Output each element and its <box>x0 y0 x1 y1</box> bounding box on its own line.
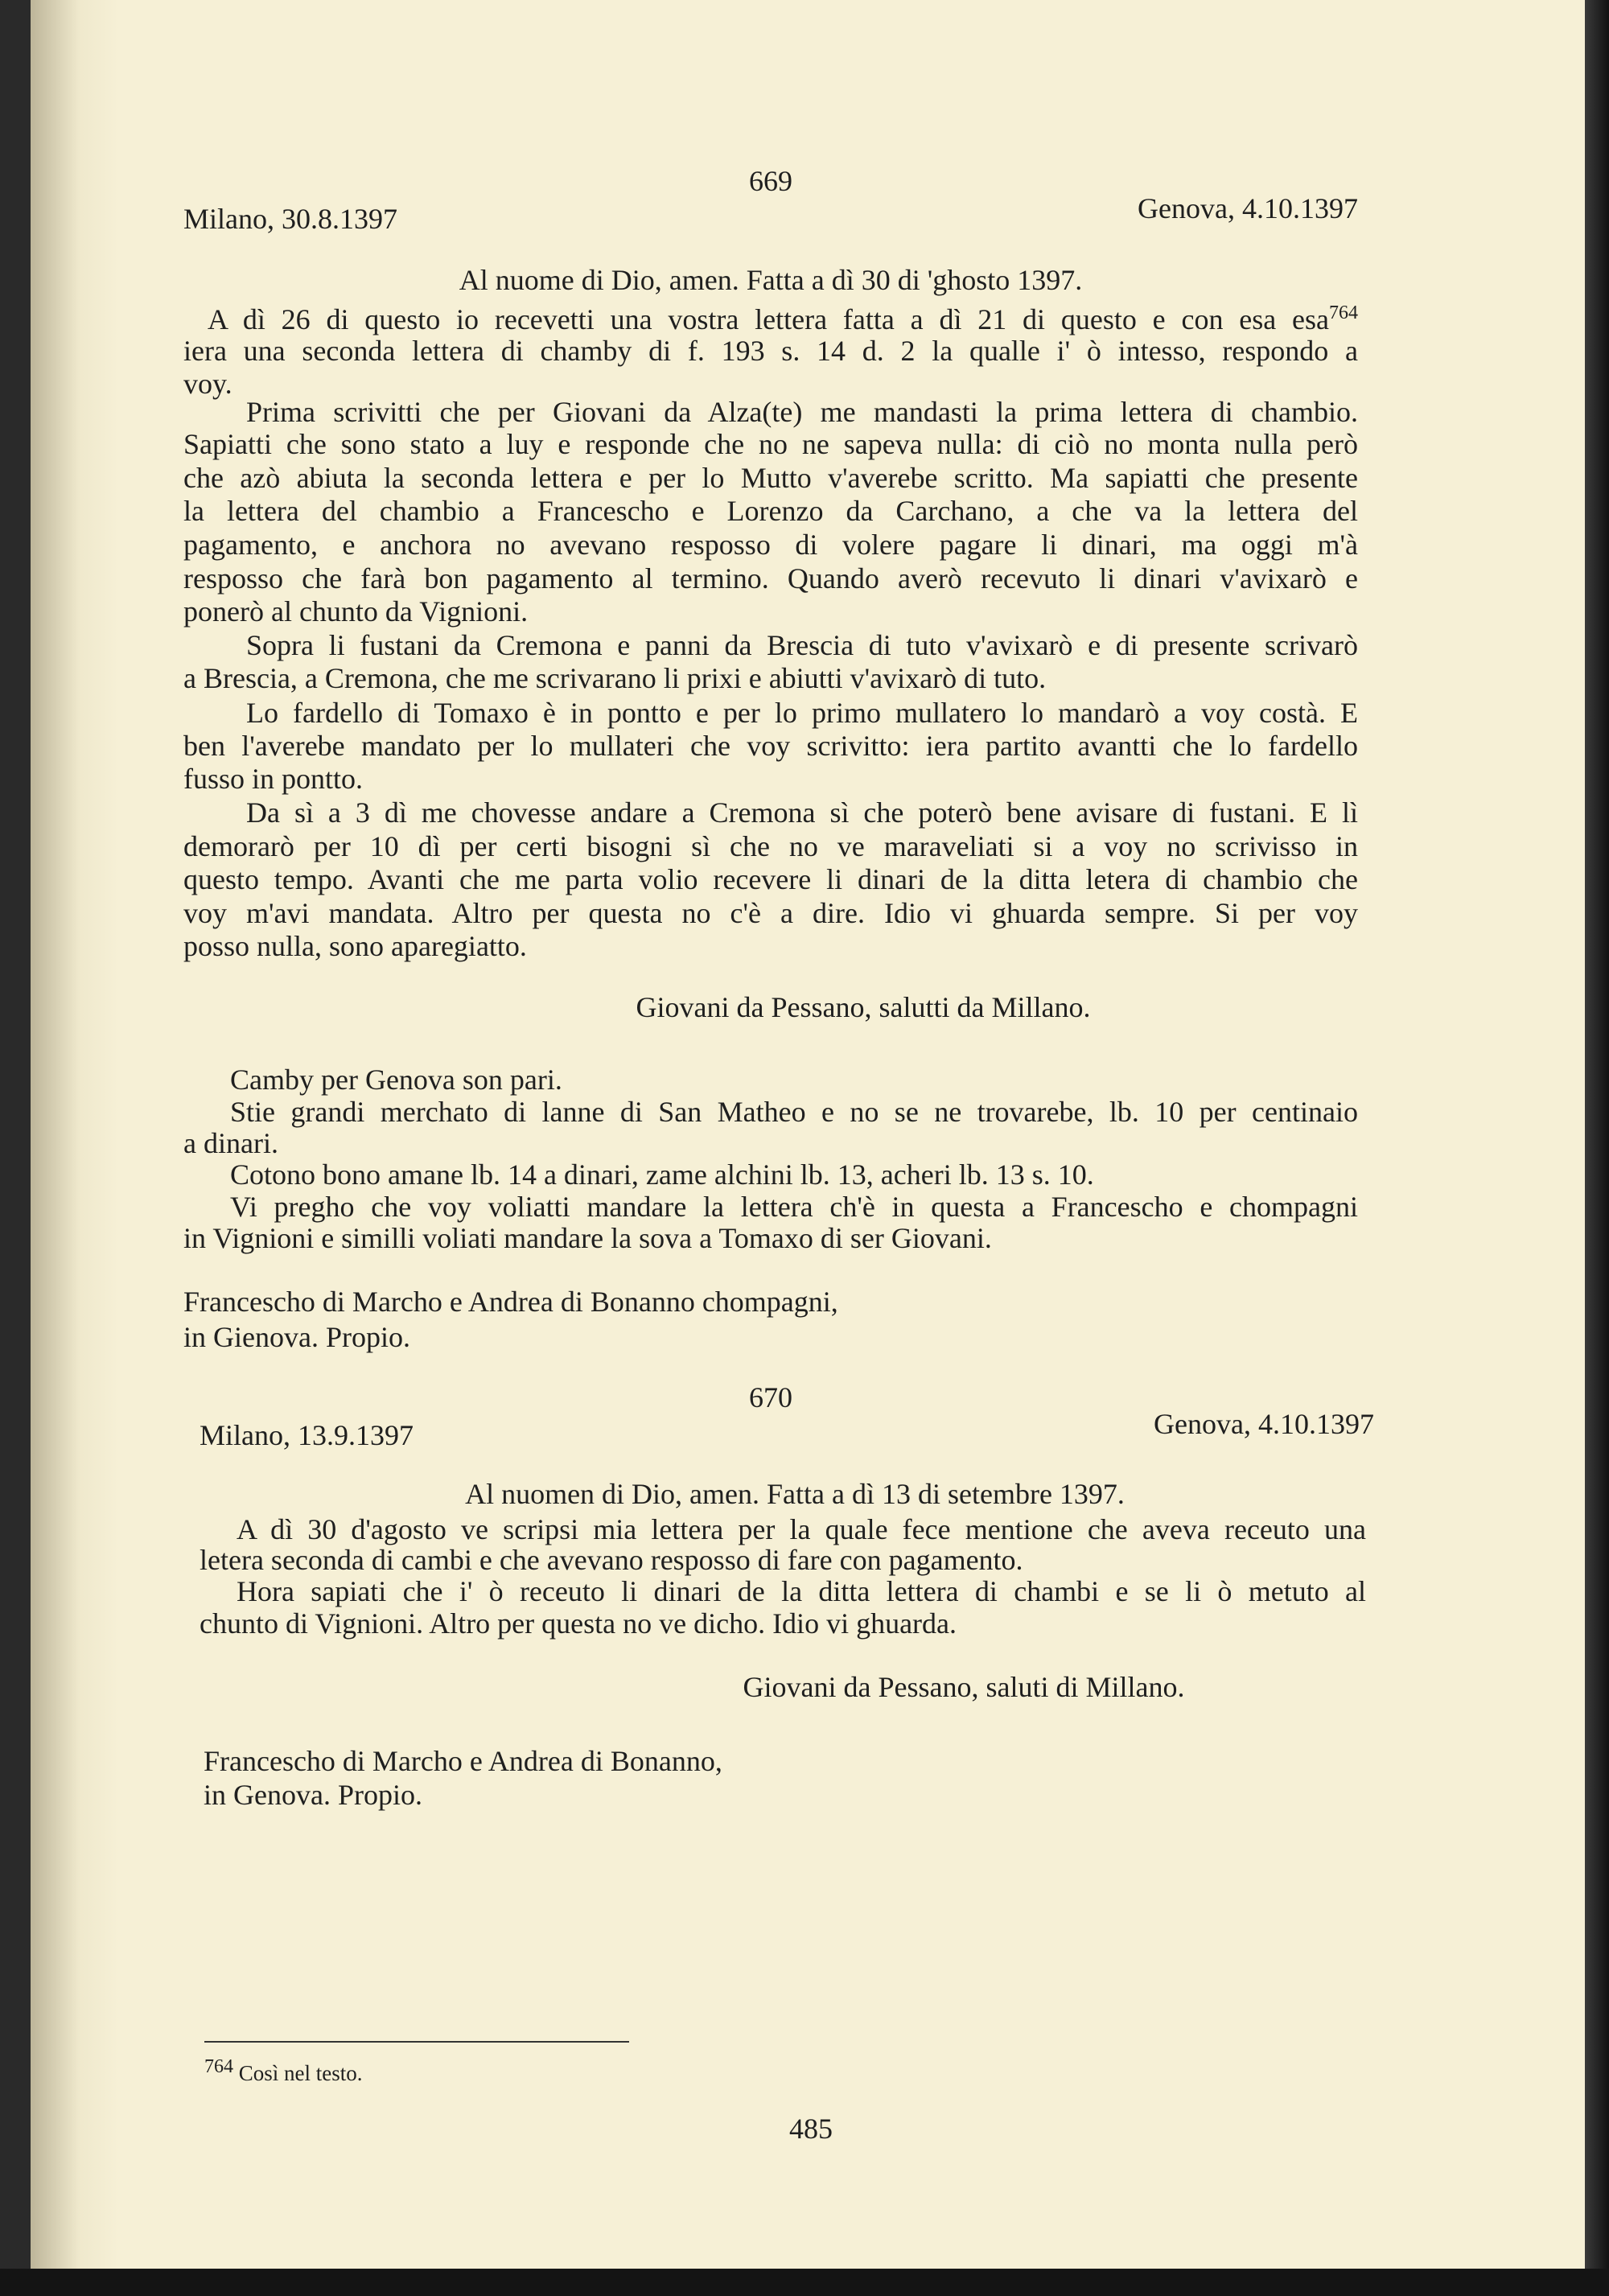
footnote-rule <box>204 2041 629 2043</box>
body-line: Sapiatti che sono stato a luy e responde che no ne sapeva nulla: di ciò no monta nulla però <box>183 428 1358 460</box>
address-line: in Gienova. Propio. <box>183 1321 410 1353</box>
body-line: la lettera del chambio a Francescho e Lorenzo da Carchano, a che va la lettera del <box>183 495 1358 527</box>
letter-from: Milano, 13.9.1397 <box>200 1419 414 1451</box>
body-line: a Brescia, a Cremona, che me scrivarano li prixi e abiutti v'avixarò di tuto. <box>183 662 1047 694</box>
scan-border <box>0 2269 1609 2296</box>
footnote-ref: 764 <box>1329 302 1358 323</box>
body-line: A dì 26 di questo io recevetti una vostra lettera fatta a dì 21 di questo e con esa esa$^{764}$ <box>208 302 1358 335</box>
body-line: questo tempo. Avanti che me parta volio recevere li dinari de la ditta letera di chambio che <box>183 863 1358 895</box>
body-line: voy m'avi mandata. Altro per questa no c'è a dire. Idio vi ghuarda sempre. Si per voy <box>183 897 1358 929</box>
footnote <box>204 2056 363 2086</box>
body-line: resposso che farà bon pagamento al termino. Quando averò recevuto li dinari v'avixarò e <box>183 562 1358 595</box>
address-line: Francescho di Marcho e Andrea di Bonanno, <box>204 1745 722 1777</box>
postscript-line: Stie grandi merchato di lanne di San Matheo e no se ne trovarebe, lb. 10 per centinaio <box>230 1096 1358 1128</box>
address-line: Francescho di Marcho e Andrea di Bonanno chompagni, <box>183 1286 838 1318</box>
body-line: Prima scrivitti che per Giovani da Alza(te) me mandasti la prima lettera di chambio. <box>246 396 1358 428</box>
body-line: chunto di Vignioni. Altro per questa no ve dicho. Idio vi ghuarda. <box>200 1607 957 1640</box>
letter-number: 670 <box>749 1381 792 1413</box>
body-line: iera una seconda lettera di chamby di f. 193 s. 14 d. 2 la qualle i' ò intesso, respondo a <box>183 335 1358 367</box>
letter-signature: Giovani da Pessano, saluti di Millano. <box>743 1671 1185 1703</box>
letter-number: 669 <box>749 165 792 197</box>
body-line: posso nulla, sono aparegiatto. <box>183 930 527 962</box>
book-page <box>31 0 1585 2296</box>
body-line: Lo fardello di Tomaxo è in pontto e per lo primo mullatero lo mandarò a voy costà. E <box>246 697 1358 729</box>
body-line: pagamento, e anchora no avevano resposso di volere pagare li dinari, ma oggi m'à <box>183 529 1358 561</box>
letter-invocation: Al nuome di Dio, amen. Fatta a dì 30 di 'ghosto 1397. <box>459 264 1083 296</box>
letter-invocation: Al nuomen di Dio, amen. Fatta a dì 13 di setembre 1397. <box>465 1478 1125 1510</box>
footnote-text: Così nel testo. <box>238 2061 363 2085</box>
body-line: Da sì a 3 dì me chovesse andare a Cremona sì che poterò bene avisare di fustani. E lì <box>246 796 1358 829</box>
footnote-marker: 764 <box>204 2056 233 2077</box>
postscript-line: in Vignioni e similli voliati mandare la sova a Tomaxo di ser Giovani. <box>183 1222 992 1254</box>
binding-shadow <box>31 0 119 2296</box>
letter-from: Milano, 30.8.1397 <box>183 203 397 235</box>
page-number: 485 <box>789 2113 833 2145</box>
page-edge-shadow <box>1585 0 1609 2296</box>
body-line: Sopra li fustani da Cremona e panni da Brescia di tuto v'avixarò e di presente scrivarò <box>246 629 1358 661</box>
postscript-line: Camby per Genova son pari. <box>230 1064 562 1096</box>
body-line: che azò abiuta la seconda lettera e per lo Mutto v'averebe scritto. Ma sapiatti che presente <box>183 462 1358 494</box>
postscript-line: a dinari. <box>183 1127 278 1159</box>
letter-to: Genova, 4.10.1397 <box>1138 192 1358 224</box>
postscript-line: Vi pregho che voy voliatti mandare la lettera ch'è in questa a Francescho e chompagni <box>230 1191 1358 1223</box>
body-line: ben l'averebe mandato per lo mullateri che voy scrivitto: iera partito avantti che lo fardello <box>183 730 1358 762</box>
letter-to: Genova, 4.10.1397 <box>1154 1408 1374 1440</box>
address-line: in Genova. Propio. <box>204 1779 422 1811</box>
body-line: A dì 30 d'agosto ve scripsi mia lettera per la quale fece mentione che aveva receuto una <box>237 1513 1366 1545</box>
body-line: voy. <box>183 368 233 400</box>
body-line: demorarò per 10 dì per certi bisogni sì che no ve maraveliati si a voy no scrivisso in <box>183 830 1358 862</box>
letter-signature: Giovani da Pessano, salutti da Millano. <box>636 991 1091 1023</box>
postscript-line: Cotono bono amane lb. 14 a dinari, zame alchini lb. 13, acheri lb. 13 s. 10. <box>230 1158 1094 1191</box>
body-line: ponerò al chunto da Vignioni. <box>183 595 529 627</box>
body-line: letera seconda di cambi e che avevano resposso di fare con pagamento. <box>200 1544 1023 1576</box>
body-line: fusso in pontto. <box>183 763 364 795</box>
body-line: Hora sapiati che i' ò receuto li dinari de la ditta lettera di chambi e se li ò metuto al <box>237 1575 1366 1607</box>
